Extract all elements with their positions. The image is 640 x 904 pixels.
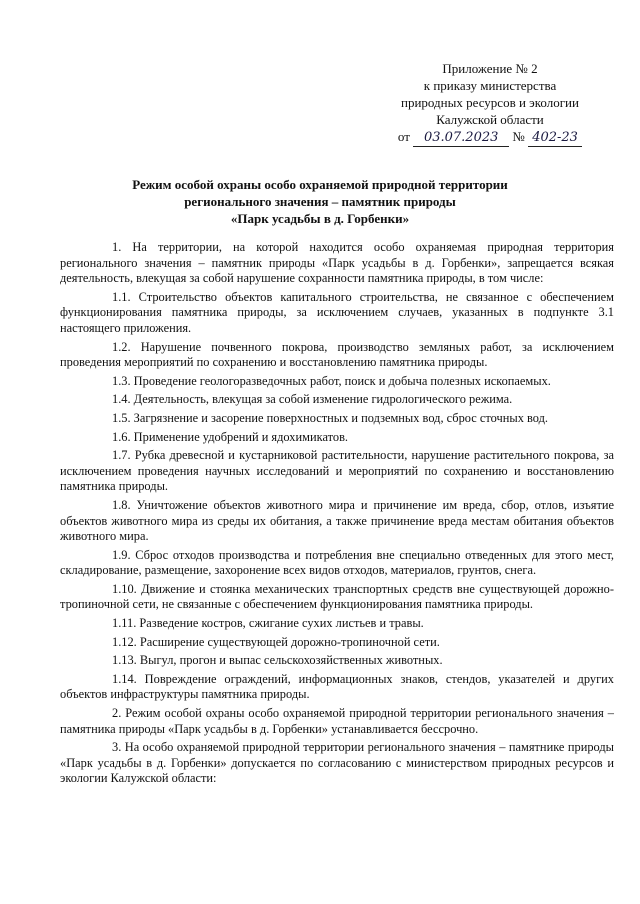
paragraph-1-3: 1.3. Проведение геологоразведочных работ, поиск и добыча полезных ископаемых. <box>112 373 551 388</box>
handwritten-date: 03.07.2023 <box>413 129 509 147</box>
document-body <box>60 240 614 790</box>
paragraph-1-8: 1.8. Уничтожение объектов животного мира и причинение им вреда, сбор, отлов, изъятие объектов животного мира из среды их обитания, а также причинение вреда местам обитания объектов животного мира. <box>60 497 614 544</box>
paragraph-3: 3. На особо охраняемой природной территории регионального значения – памятнике природы «Парк усадьбы в д. Горбенки» допускается по согласованию с министерством природных ресурсов и экологии Калужской области: <box>60 740 614 786</box>
paragraph-1-9: 1.9. Сброс отходов производства и потребления вне специально отведенных для этого мест, складирование, размещение, захоронение всех видов отходов, материалов, грунтов, снега. <box>60 547 614 578</box>
paragraph-1-5: 1.5. Загрязнение и засорение поверхностных и подземных вод, сброс сточных вод. <box>112 410 549 425</box>
number-prefix: № <box>512 129 525 144</box>
title-line-1: Режим особой охраны особо охраняемой природной территории <box>132 177 508 192</box>
paragraph-1-14: 1.14. Повреждение ограждений, информационных знаков, стендов, указателей и других объектов инфраструктуры памятника природы. <box>60 671 614 702</box>
date-prefix: от <box>397 129 410 144</box>
appendix-ministry: природных ресурсов и экологии <box>401 95 579 110</box>
appendix-title: Приложение № 2 <box>442 61 538 76</box>
appendix-region: Калужской области <box>436 112 544 127</box>
paragraph-1-12: 1.12. Расширение существующей дорожно-тропиночной сети. <box>112 634 440 649</box>
appendix-order-ref: к приказу министерства <box>423 78 557 93</box>
appendix-header <box>380 60 600 147</box>
title-line-2: регионального значения – памятник природы <box>184 194 456 209</box>
paragraph-2: 2. Режим особой охраны особо охраняемой природной территории регионального значения – памятника природы «Парк усадьбы в д. Горбенки» устанавливается бессрочно. <box>60 706 614 736</box>
paragraph-1-10: 1.10. Движение и стоянка механических транспортных средств вне существующей дорожно-тропиночной сети, не связанные с обеспечением функционирования памятника природы. <box>60 581 614 612</box>
paragraph-1: 1. На территории, на которой находится особо охраняемая природная территория регионального значения – памятник природы «Парк усадьбы в д. Горбенки», запрещается всякая деятельность, влекущая за собой нарушение сохранности памятника природы, в том числе: <box>60 240 614 286</box>
paragraph-1-6: 1.6. Применение удобрений и ядохимикатов. <box>112 429 349 444</box>
paragraph-1-1: 1.1. Строительство объектов капитального строительства, не связанное с обеспечением функционирования памятника природы, за исключением случаев, указанных в подпункте 3.1 настоящего приложения. <box>60 289 614 335</box>
paragraph-1-11: 1.11. Разведение костров, сжигание сухих листьев и травы. <box>112 616 424 631</box>
paragraph-1-7: 1.7. Рубка древесной и кустарниковой растительности, нарушение растительного покрова, за исключением проведения научных исследований и мероприятий по сохранению и восстановлению памятника природы. <box>60 448 614 494</box>
paragraph-1-2: 1.2. Нарушение почвенного покрова, производство земляных работ, за исключением проведения мероприятий по сохранению и восстановлению памятника природы. <box>60 339 614 370</box>
handwritten-order-number: 402-23 <box>528 129 582 147</box>
order-date-number-line <box>380 128 600 147</box>
document-title <box>70 176 570 227</box>
paragraph-1-13: 1.13. Выгул, прогон и выпас сельскохозяйственных животных. <box>112 653 443 668</box>
paragraph-1-4: 1.4. Деятельность, влекущая за собой изменение гидрологического режима. <box>112 392 513 407</box>
title-line-3: «Парк усадьбы в д. Горбенки» <box>230 211 410 226</box>
